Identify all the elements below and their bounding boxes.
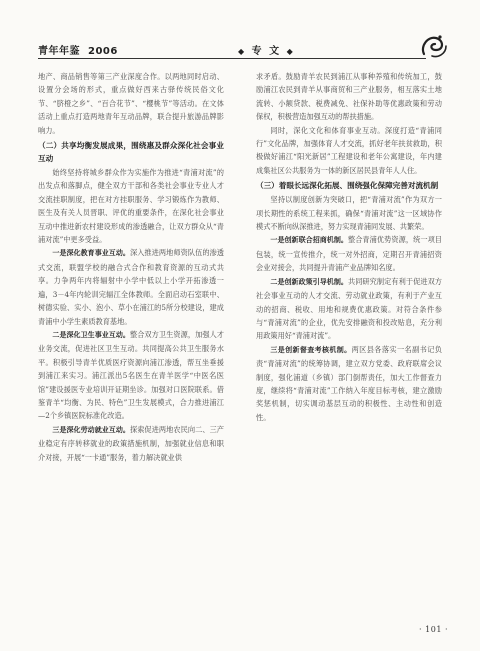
subheading: 三是创新督查考核机制。	[270, 345, 352, 354]
section-char-1: 专	[251, 46, 264, 57]
diamond-icon: ◆	[238, 46, 247, 56]
subheading: 一是创新联合招商机制。	[270, 236, 348, 245]
section-label	[238, 42, 295, 57]
paragraph-text: 深入推进两地师资队伍的渗透式交流，联盟学校的融合式合作和教育资源的互动式共享。力争两年内将辐射中小学中低以上小学开拓渗透一遍，3－4年内轮训完辐江全体教师。全面启动石室联中、树德实验、实小、泡小、草小在浦江的5所分校建设，建成青浦中小学生素质教育基地。	[38, 248, 224, 326]
paragraph-text: 探索促进两地农民向二、三产业稳定有序转移就业的政策措施机制，加强就业信息和职介对接，开展“一卡通”服务，着力解决就业供	[38, 424, 224, 462]
running-header	[38, 38, 448, 60]
paragraph	[256, 275, 442, 343]
header-rule	[38, 58, 426, 59]
paragraph-text: 共同研究制定有利于促进双方社会事业互动的人才交流、劳动就业政策，有利于产业互动的招商、税收、用地和规费优惠政策。对符合条件参与“青浦对流”的企业，优先安排融资和投改贴息，充分利用政策用好“青浦对流”。	[256, 276, 442, 341]
paragraph-text: 整合双方卫生资源，加强人才业务交流，促进社区卫生互动。共同提高公共卫生服务水平。积极引导青羊优质医疗资源向浦江渗透，帮互坐垂援到浦江来实习。浦江派出5名医生在青羊医学“中医名医馆”建设援医专业培训开证期坐诊。加强对口医院联系。借鉴青羊“均衡、为民、特色”卫生发展模式，合力推进浦江—2个乡镇医院标准化改造。	[38, 329, 224, 421]
paragraph: 求矛盾。鼓励青羊农民到浦江从事种养殖和传统加工，鼓励浦江农民到青羊从事商贸和三产业服务，相互落实土地流转、小额贷款、税费减免、社保补助等优惠政策和劳动保权，积极营造加强互动的帮扶措施。	[256, 72, 442, 122]
subheading: 二是创新政策引导机制。	[270, 277, 348, 286]
paragraph: 地产、商品销售等第三产业深度合作。以两地同时启动、设置分会场的形式，重点做好西来古驿传统民俗文化节、“脐橙之乡”、“百合花节”、“樱桃节”等活动。在文体活动上重点打造两地青年互动品牌，联合提升旅游品牌影响力。	[38, 72, 224, 135]
paragraph: 坚持以制度创新为突破口，把“青浦对流”作为双方一项长期性的系统工程来抓，确保“青浦对流”这一区域协作模式不断向纵深推进，努力实现青浦同发展、共繁荣。	[256, 195, 442, 232]
left-column	[38, 70, 224, 464]
paragraph	[256, 233, 442, 274]
paragraph: 始终坚持将城乡群众作为实施作为推进“青浦对流”的出发点和落脚点，健全双方干部和各类社会事业专业人才交流挂职制度，把在对方挂职服务、学习锻炼作为教师、医生及有关人员晋职、评优的重要条件，在深化社会事业互动中推进新农村建设形成的渗透融合，让双方群众从“青浦对流”中更多受益。	[38, 168, 224, 245]
section-char-2: 文	[269, 46, 282, 57]
subheading: 三是深化劳动就业互动。	[52, 425, 130, 434]
page-number: · 101 ·	[419, 625, 448, 634]
yearbook-year: 2006	[88, 46, 118, 57]
subheading: 一是深化教育事业互动。	[52, 249, 130, 258]
paragraph	[38, 328, 224, 423]
section-heading: （三）着眼长远深化拓展、围绕强化保障完善对流机制	[256, 181, 439, 191]
yearbook-title	[38, 42, 118, 57]
paragraph	[38, 246, 224, 327]
subheading: 二是深化卫生事业互动。	[52, 330, 130, 339]
paragraph	[256, 343, 442, 424]
diamond-icon: ◆	[286, 46, 295, 56]
swirl-logo-icon	[418, 32, 448, 60]
yearbook-name: 青年年鉴	[38, 46, 80, 57]
right-column	[256, 70, 442, 424]
paragraph-text: 两区县各落实一名副书记负责“青浦对流”的统筹协调，建立双方党委、政府联席会议制度，强化浦道（乡镇）部门倒帮责任，加大工作督查力度，继续将“青浦对流”工作纳入年度目标考核，建立激励奖惩机制，切实调动基层互动的积极性、主动性和创造性。	[256, 344, 442, 422]
paragraph-text: 整合青浦优势资源，统一项目包装，统一宣传推介，统一对外招商，定期召开青浦招资会业对接会，共同提升青浦产业品牌知名度。	[256, 235, 442, 273]
paragraph: 同时，深化文化和体育事业互动。深度打造“青浦同行”文化品牌，加强体育人才交流，抓好老年扶贫救助，积极做好浦江“阳光新居”工程建设和老年公寓建设，年内建成集社区公共服务为一体的新区居民县青年人人住。	[256, 125, 442, 175]
section-heading: （二）共享均衡发展成果，围绕惠及群众深化社会事业互动	[38, 141, 224, 164]
paragraph	[38, 423, 224, 464]
